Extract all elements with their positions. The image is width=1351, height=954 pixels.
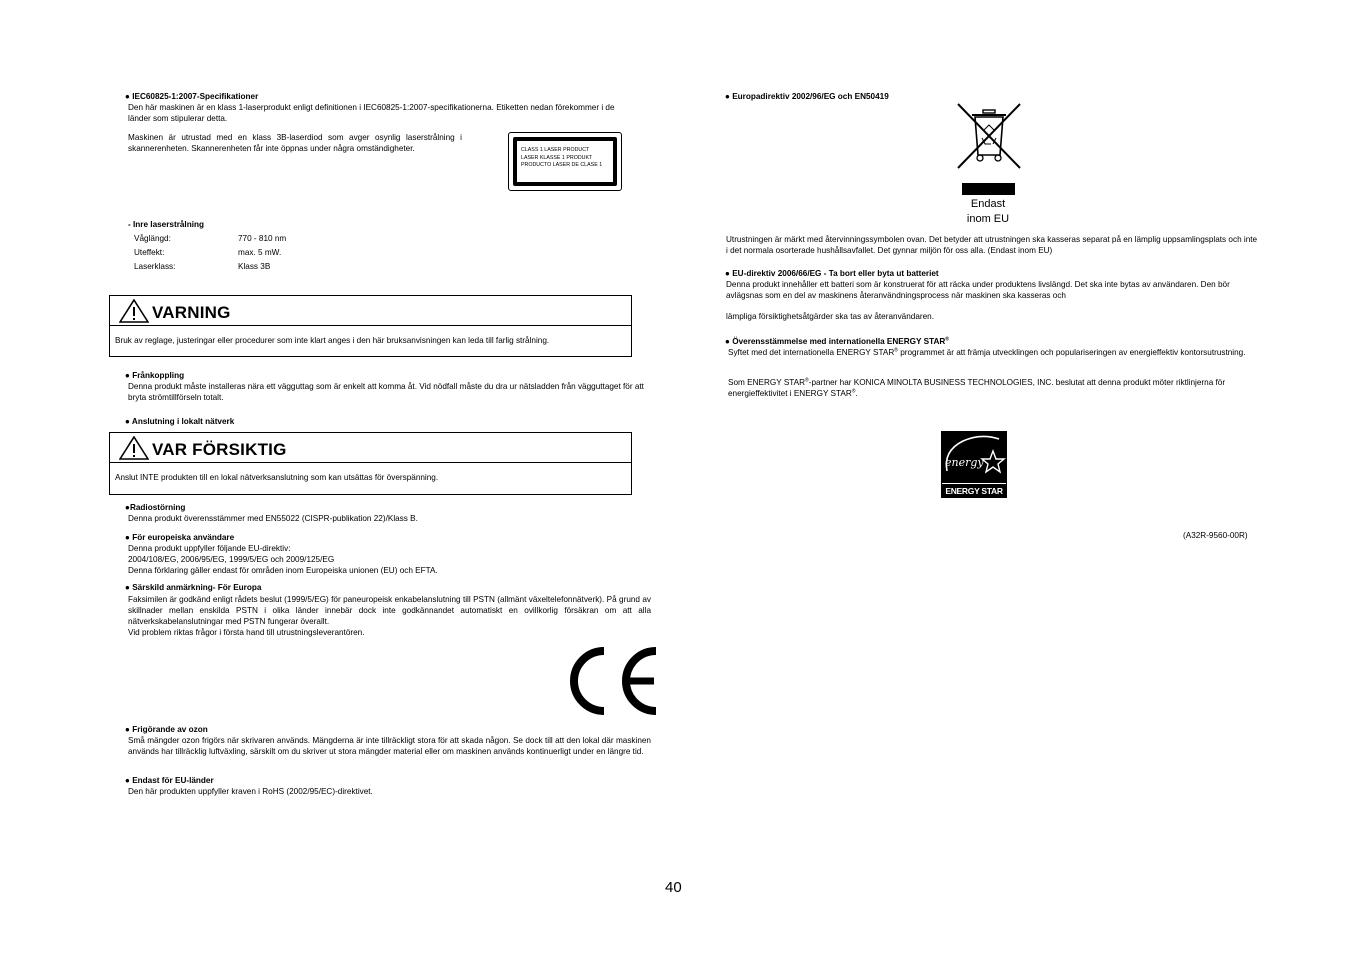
energy-heading [725,336,949,347]
page-number: 40 [665,879,682,896]
inner-laser-table [134,231,286,273]
caution-title: VAR FÖRSIKTIG [152,440,287,459]
inner-laser-heading: - Inre laserstrålning [128,220,204,229]
weee-caption-line: Endast [970,198,1006,210]
registered-mark: ® [945,336,950,343]
caution-header [110,433,631,463]
laser-label-line: PRODUCTO LASER DE CLASE 1 [521,162,603,168]
caution-box [109,432,632,495]
eu-users-heading: ● För europeiska användare [125,533,235,542]
iec-text: Den här maskinen är en klass 1-laserprodukt enligt definitionen i IEC60825-1:2007-specifikationerna. Etiketten nedan förekommer i de länder som stipulerar detta. [128,103,615,123]
spec-value: max. 5 mW. [238,247,282,257]
energy-text [728,347,1263,358]
eu-users-line: Denna förklaring gäller endast för områden inom Europeiska unionen (EU) och EFTA. [128,566,438,575]
energy-heading-text: ● Överensstämmelse med internationella ENERGY STAR [725,337,946,346]
energy-text-part: Syftet med det internationella ENERGY STAR [728,348,895,357]
iec-text-2: Maskinen är utrustad med en klass 3B-laserdiod som avger osynlig laserstrålning i skannerenheten. Skannerenheten får inte öppnas under några omständigheter. [128,133,462,153]
registered-mark: ® [851,388,856,395]
energy-text-part: -partner har KONICA MINOLTA BUSINESS TECHNOLOGIES, INC. beslutat att denna produkt möter riktlinjerna för energieffektivitet i ENERGY STAR [728,378,1226,398]
table-row [134,259,286,273]
registered-mark: ® [894,347,898,354]
eu-only-heading: ● Endast för EU-länder [125,776,214,785]
special-heading: ● Särskild anmärkning- För Europa [125,583,262,592]
weee-heading: ● Europadirektiv 2002/96/EG och EN50419 [725,92,889,101]
special-text-2: Vid problem riktas frågor i första hand till utrustningsleverantören. [128,628,365,637]
warning-text: Bruk av reglage, justeringar eller procedurer som inte klart anges i den här bruksanvisningen kan leda till farlig strålning. [115,336,550,345]
eu-only-text: Den här produkten uppfyller kraven i RoHS (2002/95/EC)-direktivet. [128,787,373,796]
disconnect-text: Denna produkt måste installeras nära ett vägguttag som är enkelt att komma åt. Vid nödfall måste du dra ur nätsladden från vägguttaget för att bryta strömtillförseln totalt. [128,382,644,402]
energy-text-part: . [855,389,858,398]
table-row [134,245,286,259]
energy-text-part: programmet är att främja utvecklingen och populariseringen av energieffektiv kontorsutrustning. [897,348,1246,357]
warning-title: VARNING [152,303,231,322]
eu-users-line: Denna produkt uppfyller följande EU-direktiv: [128,544,291,553]
warning-triangle-icon [119,436,149,460]
weee-bar [962,183,1015,195]
ozone-text: Små mängder ozon frigörs när skrivaren används. Mängderna är inte tillräckligt stora för att skada någon. Se dock till att den lokal där maskinen används har tillräcklig luftväxling, särskilt om du skriver ut stora mängder material eller om maskinen används kontinuerligt under en längre tid. [128,736,651,756]
registered-mark: ® [805,377,809,384]
radio-text: Denna produkt överensstämmer med EN55022 (CISPR-publikation 22)/Klass B. [128,514,418,523]
lan-heading: ● Anslutning i lokalt nätverk [125,417,235,426]
spec-label: Våglängd: [134,233,171,243]
radio-heading: ●Radiostörning [125,503,186,512]
warning-triangle-icon [119,299,149,323]
crossed-out-bin-icon [954,100,1024,172]
energy-text-2 [728,377,1263,399]
ce-mark-icon [560,644,662,718]
document-code: (A32R-9560-00R) [1183,531,1248,540]
caution-text: Anslut INTE produkten till en lokal nätverksanslutning som kan utsättas för överspänning. [115,473,439,482]
warning-box [109,295,632,357]
battery-text: Denna produkt innehåller ett batteri som är konstruerat för att räcka under produktens livslängd. Det ska inte bytas av användaren. Den bör avlägsnas som en del av maskinens återanvändningsprocess när maskinen ska kasseras och [726,280,1230,300]
weee-caption [948,197,1028,227]
iec-heading: ● IEC60825-1:2007-Specifikationer [125,92,259,101]
energy-star-script: energy [945,456,984,469]
spec-value: Klass 3B [238,261,271,271]
spec-label: Uteffekt: [134,247,165,257]
laser-label-line: LASER KLASSE 1 PRODUKT [521,154,593,161]
spec-label: Laserklass: [134,261,176,271]
laser-label [508,132,622,191]
energy-star-text: ENERGY STAR [942,483,1006,497]
table-row [134,231,286,245]
weee-caption-line: inom EU [966,213,1010,225]
battery-heading: ● EU-direktiv 2006/66/EG - Ta bort eller byta ut batteriet [725,269,939,278]
energy-text-part: Som ENERGY STAR [728,378,806,387]
ozone-heading: ● Frigörande av ozon [125,725,208,734]
laser-label-line: CLASS 1 LASER PRODUCT [521,147,590,153]
spec-value: 770 - 810 nm [238,233,287,243]
warning-header [110,296,631,326]
disconnect-heading: ● Frånkoppling [125,371,185,380]
weee-text: Utrustningen är märkt med återvinningssymbolen ovan. Det betyder att utrustningen ska kasseras separat på en lämplig uppsamlingsplats och inte i det normala osorterade hushållsavfallet. Det gynnar miljön för oss alla. (Endast inom EU) [726,235,1258,255]
eu-users-line: 2004/108/EG, 2006/95/EG, 1999/5/EG och 2009/125/EG [128,555,335,564]
energy-star-logo [941,431,1007,498]
special-text: Faksimilen är godkänd enligt rådets beslut (1999/5/EG) för paneuropeisk enkabelanslutning till PSTN (allmänt växeltelefonnätverk). På grund av skillnader mellan enskilda PSTN i olika länder innebär dock inte godkännandet automatiskt en ovillkorlig försäkran om att alla nätverkskabelanslutningar med PSTN fungerar överallt. [128,595,651,626]
battery-text-2: lämpliga försiktighetsåtgärder ska tas av återanvändaren. [726,312,934,321]
